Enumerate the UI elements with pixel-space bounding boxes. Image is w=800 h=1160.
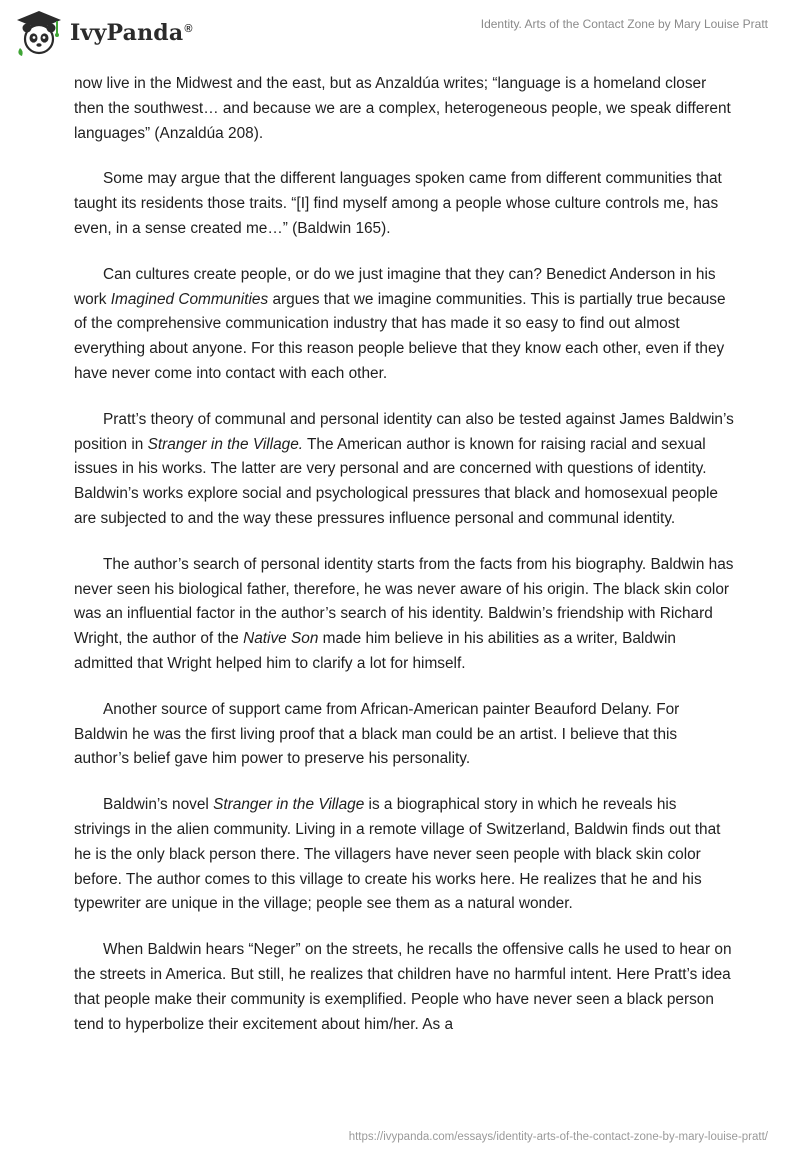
brand-logo[interactable]	[14, 8, 193, 58]
paragraph-5-text-a: The author’s search of personal identity starts from the facts from his biography. Baldwin has never seen his biological father, therefore, he was never aware of his origin. The black skin color was an influential factor in the author’s search of his identity. Baldwin’s friendship with Richard Wright, the author of the	[74, 555, 734, 648]
essay-body	[74, 72, 734, 1058]
paragraph-3-text-a: Can cultures create people, or do we just imagine that they can? Benedict Anderson in his work	[74, 265, 716, 308]
paragraph-2: Some may argue that the different languages spoken came from different communities that taught its residents those traits. “[I] find myself among a people whose culture controls me, has even, in a sense created me…” (Baldwin 165).	[74, 170, 722, 237]
paragraph-5	[74, 553, 734, 677]
book-title-stranger-in-the-village: Stranger in the Village.	[147, 435, 304, 453]
brand-name: IvyPanda®	[70, 20, 193, 46]
paragraph-4	[74, 408, 734, 532]
paragraph-6: Another source of support came from African-American painter Beauford Delany. For Baldwin he was the first living proof that a black man could be an artist. I believe that this author’s belief gave him power to preserve his personality.	[74, 700, 680, 768]
document-title: Identity. Arts of the Contact Zone by Mary Louise Pratt	[480, 17, 768, 31]
brand-registered-mark: ®	[184, 22, 193, 35]
page-header	[0, 0, 800, 70]
panda-graduate-logo-icon	[14, 8, 64, 58]
paragraph-4-text-b: The American author is known for raising racial and sexual issues in his works. The latter are very personal and are concerned with questions of identity. Baldwin’s works explore social and psychological pressures that black and homosexual people are subjected to and the way these pressures influence personal and communal identity.	[74, 435, 718, 527]
paragraph-3	[74, 263, 734, 387]
paragraph-7	[74, 793, 734, 917]
paragraph-8: When Baldwin hears “Neger” on the streets, he recalls the offensive calls he used to hear on the streets in America. But still, he realizes that children have no harmful intent. Here Pratt’s idea that people make their community is exemplified. People who have never seen a black person tend to hyperbolize their excitement about him/her. As a	[74, 941, 732, 1033]
paragraph-7-text-b: is a biographical story in which he reveals his strivings in the alien community. Living in a remote village of Switzerland, Baldwin finds out that he is the only black person there. The villagers have never seen people with black skin color before. The author comes to this village to create his works here. He realizes that he and his typewriter are unique in the village; people see them as a natural wonder.	[74, 796, 721, 913]
paragraph-3-text-b: argues that we imagine communities. This is partially true because of the comprehensive communication industry that has made it so easy to find out almost everything about anyone. For this reason people believe that they know each other, even if they have never come into contact with each other.	[74, 290, 726, 382]
paragraph-5-text-b: made him believe in his abilities as a writer, Baldwin admitted that Wright helped him to clarify a lot for himself.	[74, 630, 676, 672]
paragraph-7-text-a: Baldwin’s novel	[103, 796, 214, 814]
book-title-imagined-communities: Imagined Communities	[110, 290, 269, 308]
book-title-native-son: Native Son	[243, 630, 319, 648]
paragraph-1: now live in the Midwest and the east, but as Anzaldúa writes; “language is a homeland closer then the southwest… and because we are a complex, heterogeneous people, we speak different languages” (Anzaldúa 208).	[74, 75, 731, 142]
source-url[interactable]: https://ivypanda.com/essays/identity-arts-of-the-contact-zone-by-mary-louise-pratt/	[348, 1131, 768, 1143]
paragraph-4-text-a: Pratt’s theory of communal and personal identity can also be tested against James Baldwin’s position in	[74, 410, 734, 453]
book-title-stranger-in-the-village: Stranger in the Village	[213, 796, 365, 814]
